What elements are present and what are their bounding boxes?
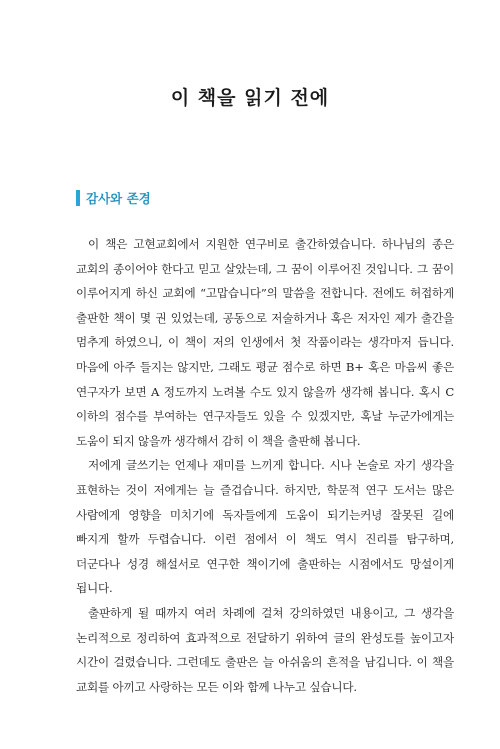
section-heading-label: 감사와 존경 (86, 191, 151, 206)
paragraph-2: 저에게 글쓰기는 언제나 재미를 느끼게 합니다. 시나 논술로 자기 생각을 표현하는 것이 저에게는 늘 즐겁습니다. 하지만, 학문적 연구 도서는 많은 사람에게 영향을 미치기에 독자들에게 도움이 되기는커녕 잘못된 길에 빠지게 할까 두렵습니다. 이런 점에서 이 책도 역시 진리를 탐구하며, 더군다나 성경 해설서로 연구한 책이기에 출판하는 시점에서도 망설이게 됩니다. (76, 458, 454, 596)
body-text (76, 232, 454, 699)
page-title: 이 책을 읽기 전에 (170, 87, 330, 109)
section-accent-bar (76, 190, 80, 206)
section-heading (76, 190, 151, 206)
paragraph-1: 이 책은 고현교회에서 지원한 연구비로 출간하였습니다. 하나님의 종은 교회의 종이어야 한다고 믿고 살았는데, 그 꿈이 이루어진 것입니다. 그 꿈이 이루어지게 하신 교회에 “고맙습니다”의 말씀을 전합니다. 전에도 허접하게 출판한 책이 몇 권 있었는데, 공동으로 저술하거나 혹은 저자인 제가 출간을 멈추게 하였으니, 이 책이 저의 인생에서 첫 작품이라는 생각마저 듭니다. 마음에 아주 들지는 않지만, 그래도 평균 점수로 하면 B+ 혹은 마음씨 좋은 연구자가 보면 A 정도까지 노려볼 수도 있지 않을까 생각해 봅니다. 혹시 C 이하의 점수를 부여하는 연구자들도 있을 수 있겠지만, 혹날 누군가에게는 도움이 되지 않을까 생각해서 감히 이 책을 출판해 봅니다. (76, 237, 454, 448)
paragraph-3: 출판하게 될 때까지 여러 차례에 걸쳐 강의하였던 내용이고, 그 생각을 논리적으로 정리하여 효과적으로 전달하기 위하여 글의 완성도를 높이고자 시간이 걸렸습니다. 그런데도 출판은 늘 아쉬움의 흔적을 남깁니다. 이 책을 교회를 아끼고 사랑하는 모든 이와 함께 나누고 싶습니다. (76, 605, 454, 694)
